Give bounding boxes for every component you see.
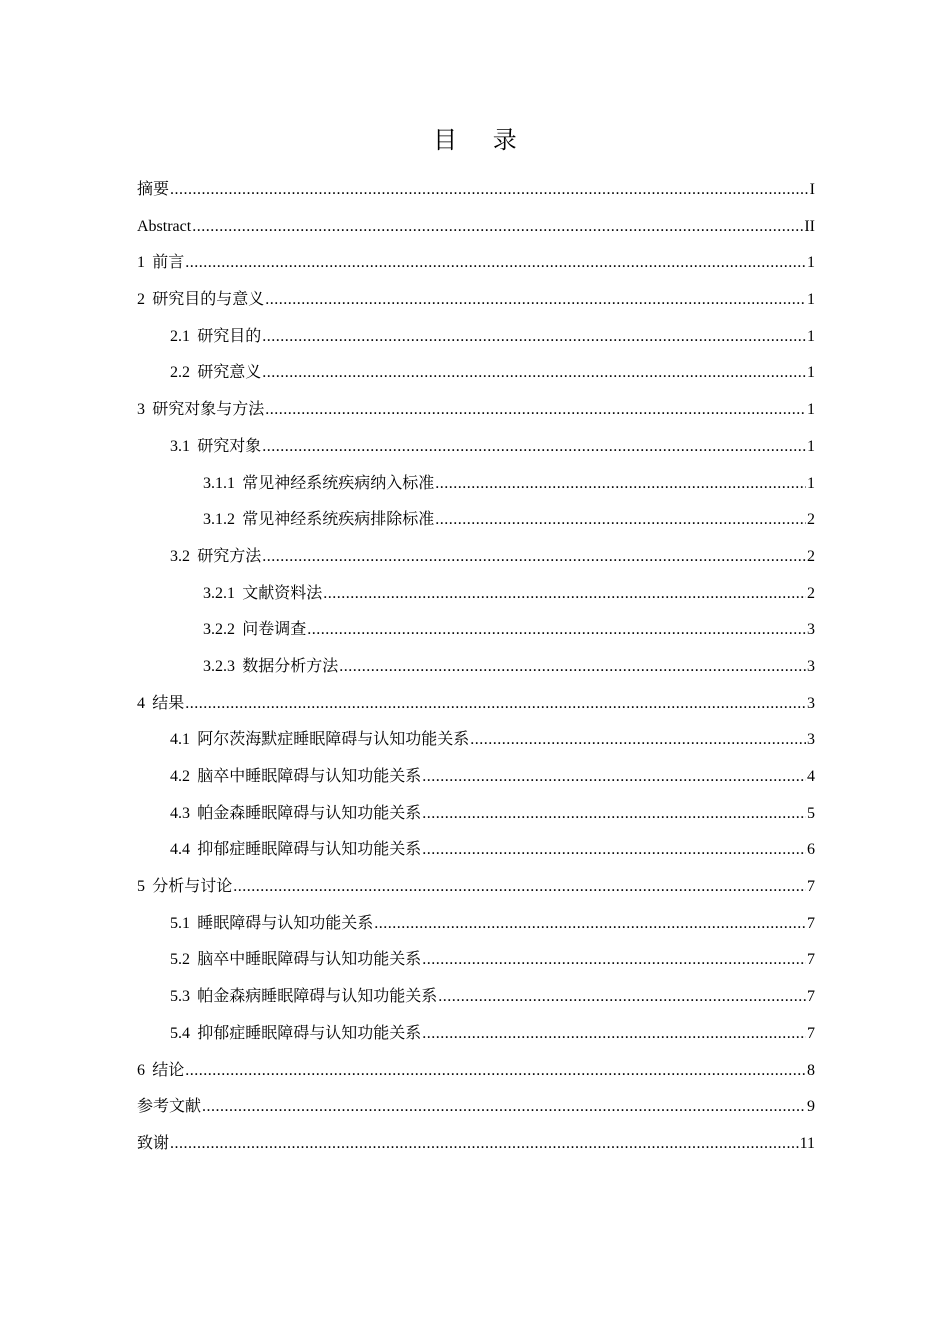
- toc-entry-page: 1: [807, 327, 815, 345]
- toc-entry-label: [137, 392, 264, 429]
- toc-entry-text: 摘要: [137, 181, 170, 198]
- dot-leader: [374, 906, 806, 943]
- toc-entry-page: 7: [807, 878, 815, 896]
- toc-entry-text: 研究目的: [197, 327, 262, 345]
- toc-entry-page: 9: [807, 1098, 815, 1116]
- toc-entry-page: 1: [807, 401, 815, 419]
- toc-entry-text: 帕金森睡眠障碍与认知功能关系: [197, 804, 422, 822]
- toc-entry-label: [203, 612, 306, 649]
- toc-entry-number: 2: [137, 291, 145, 309]
- toc-entry[interactable]: [137, 649, 815, 686]
- toc-entry-text: 致谢: [137, 1134, 170, 1152]
- toc-entry-label: [170, 759, 421, 796]
- toc-entry-label: [170, 979, 437, 1016]
- toc-entry-page: 3: [807, 657, 815, 675]
- toc-entry-label: [137, 1053, 184, 1090]
- toc-entry[interactable]: [137, 429, 815, 466]
- toc-entry-label: [170, 1016, 421, 1053]
- toc-entry-label: [170, 942, 421, 979]
- toc-entry-number: 3.2.2: [203, 621, 235, 639]
- toc-entry-label: [137, 869, 232, 906]
- dot-leader: [233, 869, 806, 906]
- toc-entry-label: [203, 649, 338, 686]
- toc-entry-page: 7: [807, 988, 815, 1006]
- toc-entry-number: 3.1.1: [203, 474, 235, 492]
- dot-leader: [202, 1089, 806, 1126]
- toc-entry-number: 3.1: [170, 437, 190, 455]
- toc-entry-page: II: [804, 217, 815, 235]
- toc-entry[interactable]: [137, 1053, 815, 1090]
- dot-leader: [438, 979, 806, 1016]
- toc-entry-page: 5: [807, 804, 815, 822]
- toc-entry-label: [170, 906, 373, 943]
- toc-entry[interactable]: [137, 392, 815, 429]
- dot-leader: [323, 576, 806, 613]
- toc-entry-text: 抑郁症睡眠障碍与认知功能关系: [197, 841, 422, 859]
- toc-entry[interactable]: [137, 1126, 815, 1163]
- toc-entry-number: 2.1: [170, 327, 190, 345]
- toc-entry-label: [203, 466, 434, 503]
- toc-entry[interactable]: [137, 796, 815, 833]
- toc-entry-label: [137, 1089, 201, 1126]
- toc-entry-page: I: [809, 181, 815, 198]
- toc-title: 目 录: [433, 126, 531, 154]
- dot-leader: [192, 209, 803, 246]
- toc-entry[interactable]: [137, 942, 815, 979]
- toc-entry[interactable]: [137, 906, 815, 943]
- dot-leader: [262, 355, 806, 392]
- toc-entry-text: 研究意义: [197, 364, 262, 382]
- toc-entry-page: 2: [807, 547, 815, 565]
- toc-entry-label: [170, 832, 421, 869]
- toc-entry-text: 阿尔茨海默症睡眠障碍与认知功能关系: [197, 731, 470, 749]
- toc-entry-page: 8: [807, 1061, 815, 1079]
- toc-entry-page: 3: [807, 621, 815, 639]
- toc-entry[interactable]: [137, 172, 815, 209]
- toc-entry-label: [170, 319, 261, 356]
- toc-entry-text: 文献资料法: [242, 584, 323, 602]
- dot-leader: [422, 796, 806, 833]
- toc-entry-text: 问卷调查: [242, 621, 307, 639]
- dot-leader: [265, 282, 806, 319]
- toc-entry-label: [203, 576, 322, 613]
- dot-leader: [170, 1126, 799, 1163]
- toc-entry-number: 1: [137, 254, 145, 272]
- dot-leader: [307, 612, 806, 649]
- toc-entry-number: 4.1: [170, 731, 190, 749]
- toc-entry-number: 5.3: [170, 988, 190, 1006]
- toc-entry-text: 数据分析方法: [242, 657, 339, 675]
- toc-entry-text: 参考文献: [137, 1098, 202, 1116]
- toc-entry-text: 研究方法: [197, 547, 262, 565]
- dot-leader: [185, 1053, 806, 1090]
- dot-leader: [262, 319, 806, 356]
- toc-entry[interactable]: [137, 832, 815, 869]
- toc-entry-label: [137, 172, 169, 209]
- toc-entry-page: 3: [807, 694, 815, 712]
- toc-entry-number: 3.1.2: [203, 511, 235, 529]
- toc-entry[interactable]: [137, 1016, 815, 1053]
- toc-entry-number: 5.2: [170, 951, 190, 969]
- dot-leader: [435, 502, 806, 539]
- toc-entry-label: [137, 282, 264, 319]
- toc-entry[interactable]: [137, 722, 815, 759]
- toc-entry-text: 结果: [152, 694, 185, 712]
- toc-entry-label: [170, 539, 261, 576]
- toc-entry-text: Abstract: [137, 217, 192, 235]
- toc-entry-page: 2: [807, 584, 815, 602]
- toc-entry-number: 4.3: [170, 804, 190, 822]
- dot-leader: [265, 392, 806, 429]
- toc-entry-number: 3.2.1: [203, 584, 235, 602]
- dot-leader: [470, 722, 806, 759]
- toc-entry-text: 常见神经系统疾病排除标准: [242, 511, 435, 529]
- toc-entry-number: 3: [137, 401, 145, 419]
- toc-entry-text: 研究对象与方法: [152, 401, 265, 419]
- toc-entry-text: 研究对象: [197, 437, 262, 455]
- toc-entry-text: 常见神经系统疾病纳入标准: [242, 474, 435, 492]
- toc-entry-page: 1: [807, 474, 815, 492]
- dot-leader: [422, 1016, 806, 1053]
- toc-entry-label: [137, 245, 184, 282]
- toc-entry[interactable]: [137, 979, 815, 1016]
- toc-entry-page: 1: [807, 364, 815, 382]
- toc-entry-page: 1: [807, 291, 815, 309]
- toc-entry[interactable]: [137, 282, 815, 319]
- toc-entry-page: 1: [807, 437, 815, 455]
- dot-leader: [185, 245, 806, 282]
- toc-entry[interactable]: [137, 869, 815, 906]
- toc-entry-number: 5.1: [170, 914, 190, 932]
- toc-entry-text: 抑郁症睡眠障碍与认知功能关系: [197, 1024, 422, 1042]
- dot-leader: [422, 832, 806, 869]
- toc-entry[interactable]: [137, 319, 815, 356]
- toc-entry-text: 前言: [152, 254, 185, 272]
- toc-entry-number: 2.2: [170, 364, 190, 382]
- toc-entry-label: [137, 686, 184, 723]
- toc-entry[interactable]: [137, 576, 815, 613]
- toc-entry[interactable]: [137, 355, 815, 392]
- toc-entry-text: 分析与讨论: [152, 878, 233, 896]
- toc-entry-text: 结论: [152, 1061, 185, 1079]
- toc-entry-text: 研究目的与意义: [152, 291, 265, 309]
- toc-entry-label: [137, 1126, 169, 1163]
- toc-entry-page: 3: [807, 731, 815, 749]
- toc-entry-label: [170, 796, 421, 833]
- toc-entry-number: 6: [137, 1061, 145, 1079]
- toc-entry-number: 5: [137, 878, 145, 896]
- toc-entry[interactable]: [137, 209, 815, 246]
- toc-entry[interactable]: [137, 1089, 815, 1126]
- dot-leader: [339, 649, 806, 686]
- toc-entry[interactable]: [137, 612, 815, 649]
- dot-leader: [262, 539, 806, 576]
- toc-entry[interactable]: [137, 502, 815, 539]
- toc-entry-label: [170, 355, 261, 392]
- toc-entry-page: 1: [807, 254, 815, 272]
- toc-entry-label: [170, 722, 469, 759]
- toc-entry-page: 7: [807, 1024, 815, 1042]
- toc-entry-text: 睡眠障碍与认知功能关系: [197, 914, 374, 932]
- dot-leader: [435, 466, 806, 503]
- toc-entry[interactable]: [137, 539, 815, 576]
- toc-entry-page: 7: [807, 951, 815, 969]
- toc-entry[interactable]: [137, 759, 815, 796]
- dot-leader: [262, 429, 806, 466]
- toc-entry-number: 3.2: [170, 547, 190, 565]
- dot-leader: [422, 942, 806, 979]
- toc-entry[interactable]: [137, 686, 815, 723]
- toc-entry-text: 脑卒中睡眠障碍与认知功能关系: [197, 951, 422, 969]
- toc-entry-text: 脑卒中睡眠障碍与认知功能关系: [197, 768, 422, 785]
- toc-entry-label: [170, 429, 261, 466]
- toc-entry-page: 11: [799, 1134, 815, 1152]
- table-of-contents: [137, 172, 815, 1163]
- toc-entry-label: [137, 209, 191, 246]
- toc-entry-text: 帕金森病睡眠障碍与认知功能关系: [197, 988, 438, 1006]
- toc-entry-number: 5.4: [170, 1024, 190, 1042]
- toc-entry-page: 7: [807, 914, 815, 932]
- toc-entry-label: [203, 502, 434, 539]
- toc-entry-page: 2: [807, 511, 815, 529]
- toc-entry-page: 4: [807, 768, 815, 785]
- toc-entry-number: 3.2.3: [203, 657, 235, 675]
- toc-entry-number: 4.4: [170, 841, 190, 859]
- toc-entry-page: 6: [807, 841, 815, 859]
- toc-entry[interactable]: [137, 245, 815, 282]
- dot-leader: [185, 686, 806, 723]
- toc-entry-number: 4: [137, 694, 145, 712]
- toc-entry-number: 4.2: [170, 768, 190, 785]
- dot-leader: [170, 172, 809, 209]
- toc-entry[interactable]: [137, 466, 815, 503]
- dot-leader: [422, 759, 806, 796]
